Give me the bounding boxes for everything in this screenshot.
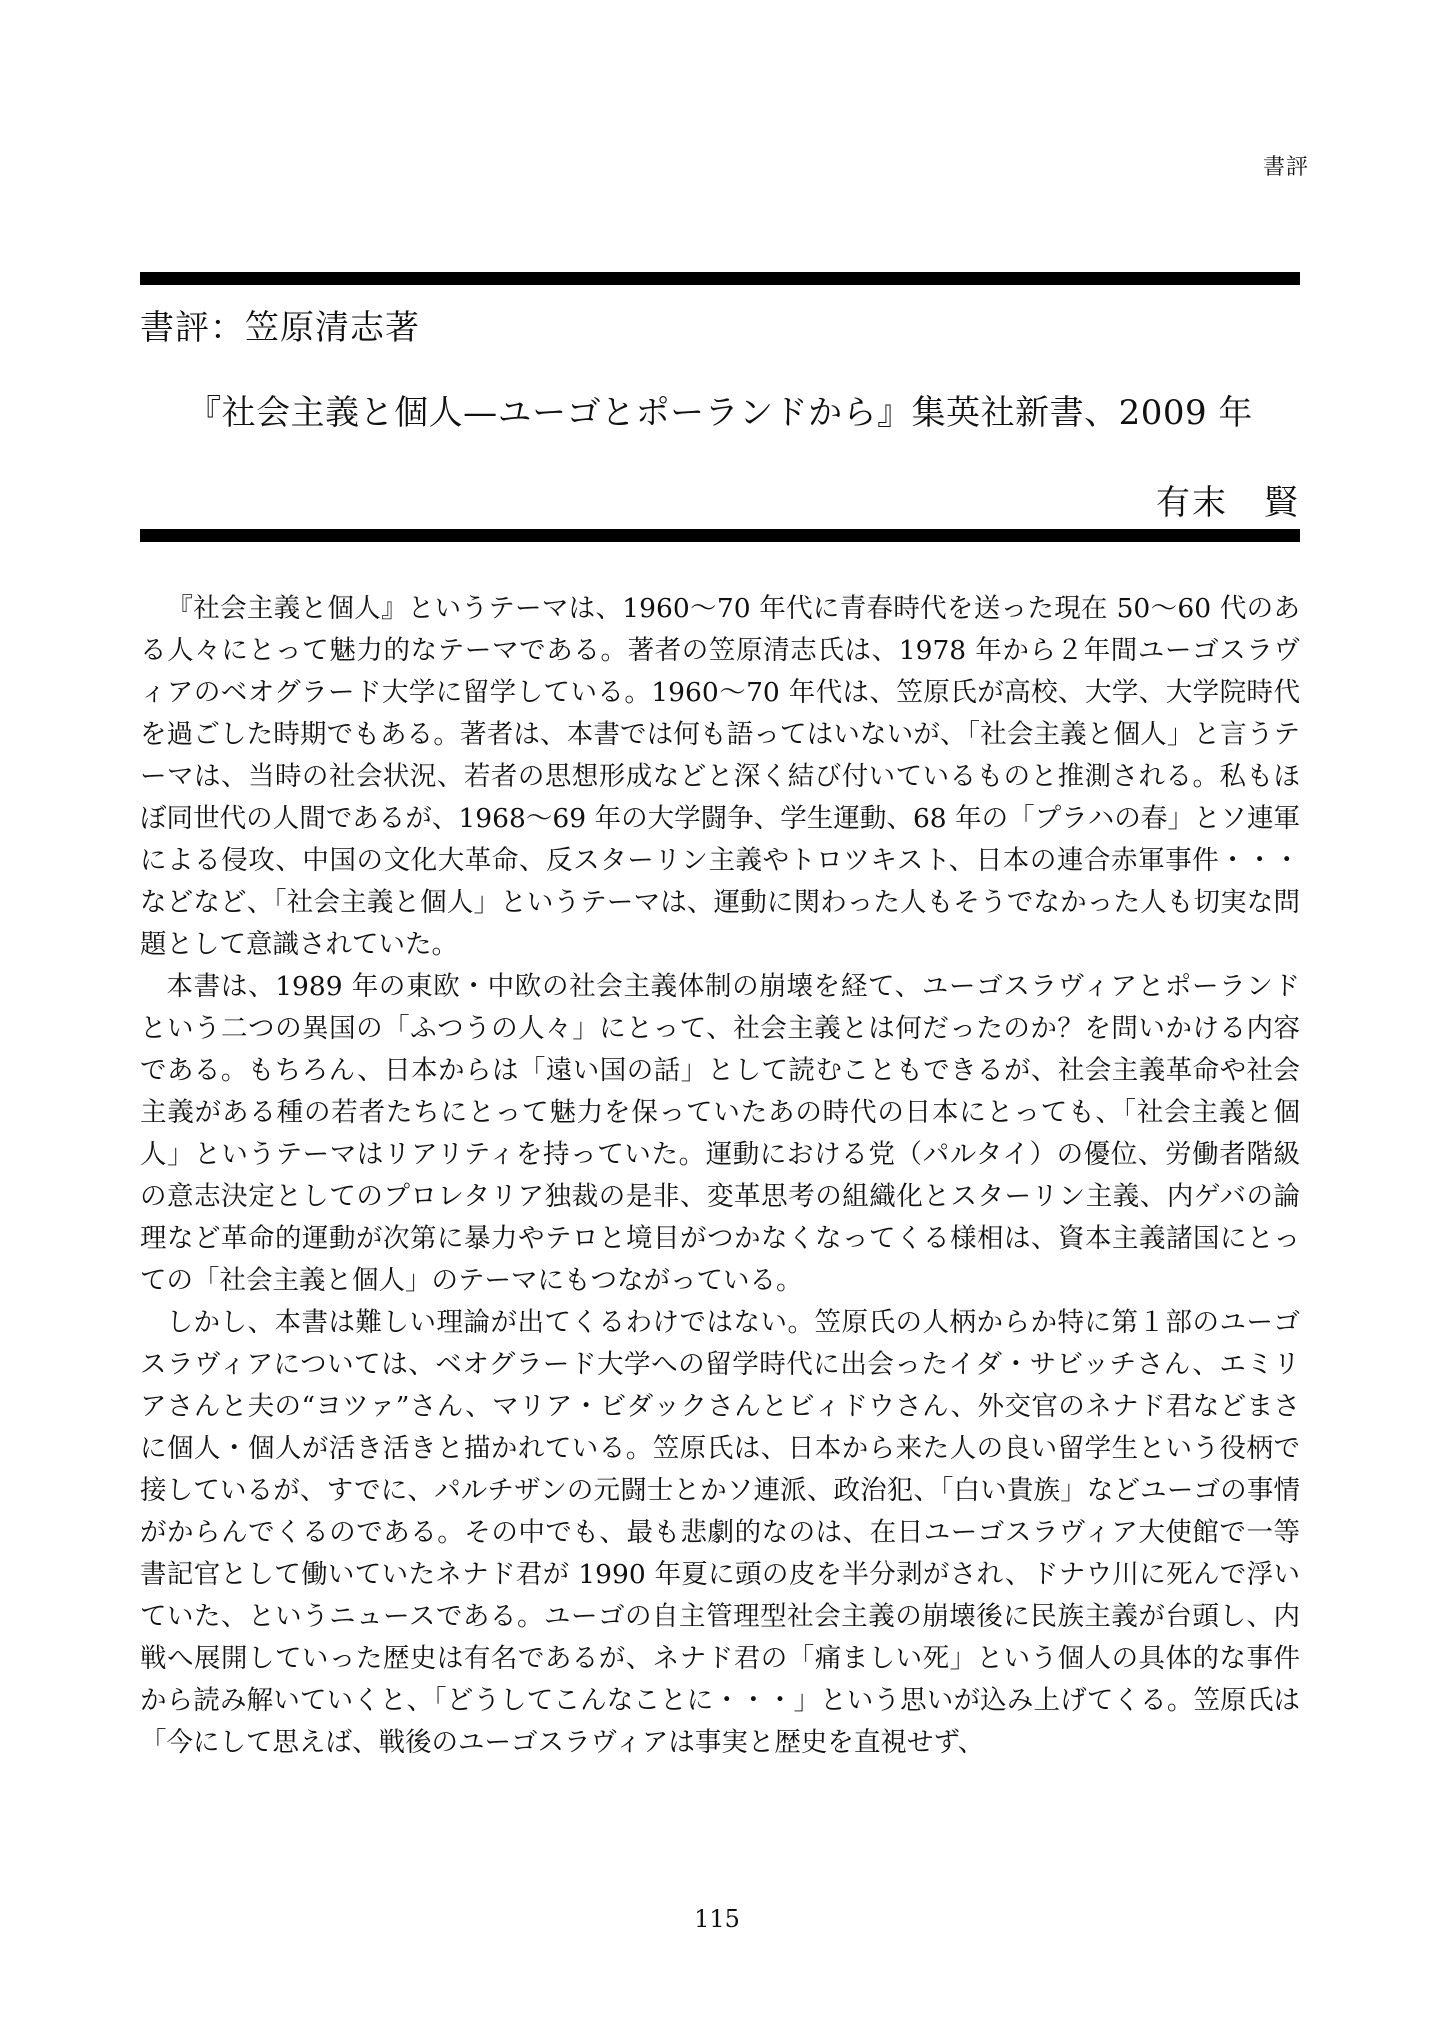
paragraph-1: 『社会主義と個人』というテーマは、1960～70 年代に青春時代を送った現在 50～60 代のある人々にとって魅力的なテーマである。著者の笠原清志氏は、1978 年から２年間ユーゴスラヴィアのベオグラード大学に留学している。1960～70 年代は、笠原氏が高校、大学、大学院時代を過ごした時期でもある。著者は、本書では何も語ってはいないが、「社会主義と個人」と言うテーマは、当時の社会状況、若者の思想形成などと深く結び付いているものと推測される。私もほぼ同世代の人間であるが、1968～69 年の大学闘争、学生運動、68 年の「プラハの春」とソ連軍による侵攻、中国の文化大革命、反スターリン主義やトロツキスト、日本の連合赤軍事件・・・などなど、「社会主義と個人」というテーマは、運動に関わった人もそうでなかった人も切実な問題として意識されていた。 (140, 593, 1300, 960)
paragraph-2: 本書は、1989 年の東欧・中欧の社会主義体制の崩壊を経て、ユーゴスラヴィアとポーランドという二つの異国の「ふつうの人々」にとって、社会主義とは何だったのか？を問いかける内容である。もちろん、日本からは「遠い国の話」として読むこともできるが、社会主義革命や社会主義がある種の若者たちにとって魅力を保っていたあの時代の日本にとっても、「社会主義と個人」というテーマはリアリティを持っていた。運動における党（パルタイ）の優位、労働者階級の意志決定としてのプロレタリア独裁の是非、変革思考の組織化とスターリン主義、内ゲバの論理など革命的運動が次第に暴力やテロと境目がつかなくなってくる様相は、資本主義諸国にとっての「社会主義と個人」のテーマにもつながっている。 (140, 971, 1300, 1296)
page-number: 115 (694, 1905, 740, 1933)
article-body (140, 588, 1300, 1764)
running-head: 書評 (1262, 155, 1309, 180)
reviewer-name: 有末 賢 (1156, 483, 1300, 523)
book-title: 『社会主義と個人—ユーゴとポーランドから』集英社新書、2009 年 (187, 393, 1253, 433)
title-rule-bottom (140, 529, 1300, 542)
paragraph-3: しかし、本書は難しい理論が出てくるわけではない。笠原氏の人柄からか特に第１部のユーゴスラヴィアについては、ベオグラード大学への留学時代に出会ったイダ・サビッチさん、エミリアさんと夫の“ヨツァ”さん、マリア・ビダックさんとビィドウさん、外交官のネナド君などまさに個人・個人が活き活きと描かれている。笠原氏は、日本から来た人の良い留学生という役柄で接しているが、すでに、パルチザンの元闘士とかソ連派、政治犯、「白い貴族」などユーゴの事情がからんでくるのである。その中でも、最も悲劇的なのは、在日ユーゴスラヴィア大使館で一等書記官として働いていたネナド君が 1990 年夏に頭の皮を半分剥がされ、ドナウ川に死んで浮いていた、というニュースである。ユーゴの自主管理型社会主義の崩壊後に民族主義が台頭し、内戦へ展開していった歴史は有名であるが、ネナド君の「痛ましい死」という個人の具体的な事件から読み解いていくと、「どうしてこんなことに・・・」という思いが込み上げてくる。笠原氏は「今にして思えば、戦後のユーゴスラヴィアは事実と歴史を直視せず、 (140, 1307, 1300, 1758)
review-label: 書評：笠原清志著 (140, 308, 420, 348)
title-rule-top (140, 272, 1300, 285)
